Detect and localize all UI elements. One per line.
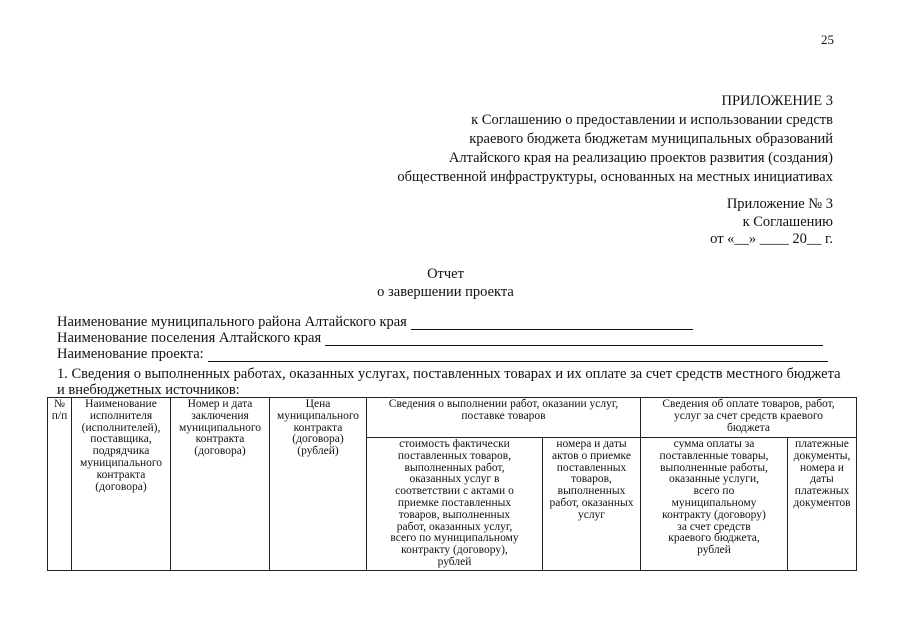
header-col-contract-date	[171, 398, 270, 571]
subheader-acts	[543, 438, 641, 571]
cell-text: сумма оплаты за	[673, 438, 755, 451]
subheader-payment-docs	[788, 438, 857, 571]
cell-text: платежных	[794, 485, 850, 498]
cell-text: муниципальному	[671, 497, 757, 510]
appendix-line: краевого бюджета бюджетам муниципальных образований	[469, 131, 833, 147]
cell-text: муниципального	[276, 409, 360, 422]
cell-text: (договора)	[292, 433, 344, 446]
header-col-price	[270, 398, 367, 571]
cell-text: контракту (договору),	[401, 544, 508, 557]
cell-text: исполнителя	[89, 409, 153, 422]
cell-text: Наименование	[85, 398, 157, 410]
cell-text: (исполнителей),	[81, 421, 161, 434]
settlement-label: Наименование поселения Алтайского края	[57, 330, 322, 346]
cell-text: товаров,	[571, 473, 612, 486]
header-group-payment	[641, 398, 857, 438]
cell-text: Номер и дата	[187, 398, 253, 410]
report-title-line1: Отчет	[427, 266, 464, 282]
appendix-ref-line: от «__» ____ 20__ г.	[710, 231, 833, 247]
subheader-payment-sum	[641, 438, 788, 571]
project-blank-line	[208, 349, 828, 362]
cell-text: (рублей)	[297, 445, 339, 458]
cell-text: Цена	[305, 398, 331, 410]
cell-text: муниципального	[178, 421, 262, 434]
cell-text: подрядчика	[92, 445, 150, 458]
cell-text: приемке поставленных	[397, 497, 512, 510]
cell-text: поставленные товары,	[659, 449, 769, 462]
cell-text: услуг за счет средств краевого	[673, 409, 824, 422]
cell-text: рублей	[697, 544, 731, 557]
cell-text: выполненные работы,	[660, 461, 768, 474]
report-title-line2: о завершении проекта	[377, 284, 514, 300]
cell-text: услуг	[577, 508, 606, 521]
cell-text: поставленных	[556, 461, 627, 474]
cell-text: даты	[810, 473, 834, 486]
cell-text: (договора)	[194, 445, 246, 458]
header-col-number	[48, 398, 72, 571]
subheader-cost	[367, 438, 543, 571]
district-field-row	[57, 314, 828, 330]
cell-text: стоимость фактически	[399, 438, 510, 451]
header-col-contractor	[72, 398, 171, 571]
report-fields	[57, 314, 828, 362]
appendix-ref-line: Приложение № 3	[726, 196, 833, 212]
cell-text: краевого бюджета,	[668, 532, 760, 545]
settlement-blank-line	[325, 333, 823, 346]
cell-text: документы,	[793, 449, 851, 462]
cell-text: контракта	[96, 468, 146, 481]
page-number: 25	[821, 32, 834, 47]
cell-text: контракту (договору)	[662, 508, 766, 521]
appendix-line: к Соглашению о предоставлении и использовании средств	[471, 112, 833, 128]
district-label: Наименование муниципального района Алтайского края	[57, 314, 407, 330]
cell-text: бюджета	[727, 421, 770, 434]
project-label: Наименование проекта:	[57, 346, 204, 362]
cell-text: актов о приемке	[552, 449, 631, 462]
report-table	[47, 397, 857, 571]
cell-text: Сведения о выполнении работ, оказании услуг,	[388, 398, 619, 410]
cell-text: за счет средств	[677, 520, 751, 533]
cell-text: всего по муниципальному	[390, 532, 519, 545]
cell-text: номера и даты	[556, 438, 627, 451]
cell-text: соответствии с актами о	[395, 485, 514, 498]
cell-text: номера и	[800, 461, 844, 474]
cell-text: всего по	[693, 485, 735, 498]
cell-text: поставке товаров	[461, 409, 546, 422]
cell-text: (договора)	[95, 480, 147, 493]
cell-text: муниципального	[79, 456, 163, 469]
cell-text: Сведения об оплате товаров, работ,	[662, 398, 835, 410]
cell-text: выполненных работ,	[404, 461, 505, 474]
appendix-ref-line: к Соглашению	[742, 213, 833, 230]
cell-text: контракта	[293, 421, 343, 434]
cell-text: платежные	[795, 438, 849, 451]
project-field-row	[57, 346, 828, 362]
cell-text: работ, оказанных	[549, 497, 634, 510]
cell-text: заключения	[191, 409, 249, 422]
district-blank-line	[411, 317, 693, 330]
appendix-line: Алтайского края на реализацию проектов развития (создания)	[448, 150, 833, 166]
settlement-field-row	[57, 330, 828, 346]
cell-text: работ, оказанных услуг,	[396, 520, 513, 533]
report-title	[0, 265, 905, 301]
appendix-line: общественной инфраструктуры, основанных на местных инициативах	[397, 169, 833, 185]
section-1-heading: 1. Сведения о выполненных работах, оказанных услугах, поставленных товарах и их оплате за счет средств местного бюджета и внебюджетных источников:	[57, 366, 841, 398]
appendix-header	[397, 92, 833, 187]
cell-text: контракта	[195, 433, 245, 446]
cell-text: выполненных	[557, 485, 626, 498]
cell-text: №	[54, 398, 65, 410]
cell-text: поставленных товаров,	[397, 449, 512, 462]
cell-text: рублей	[437, 556, 472, 569]
cell-text: товаров, выполненных	[398, 508, 511, 521]
cell-text: оказанных услуг в	[409, 473, 500, 486]
cell-text: п/п	[51, 409, 68, 422]
header-group-works	[367, 398, 641, 438]
cell-text: оказанные услуги,	[668, 473, 760, 486]
appendix-reference	[710, 196, 833, 249]
appendix-line: ПРИЛОЖЕНИЕ 3	[721, 93, 833, 109]
cell-text: поставщика,	[90, 433, 152, 446]
cell-text: документов	[793, 497, 851, 510]
